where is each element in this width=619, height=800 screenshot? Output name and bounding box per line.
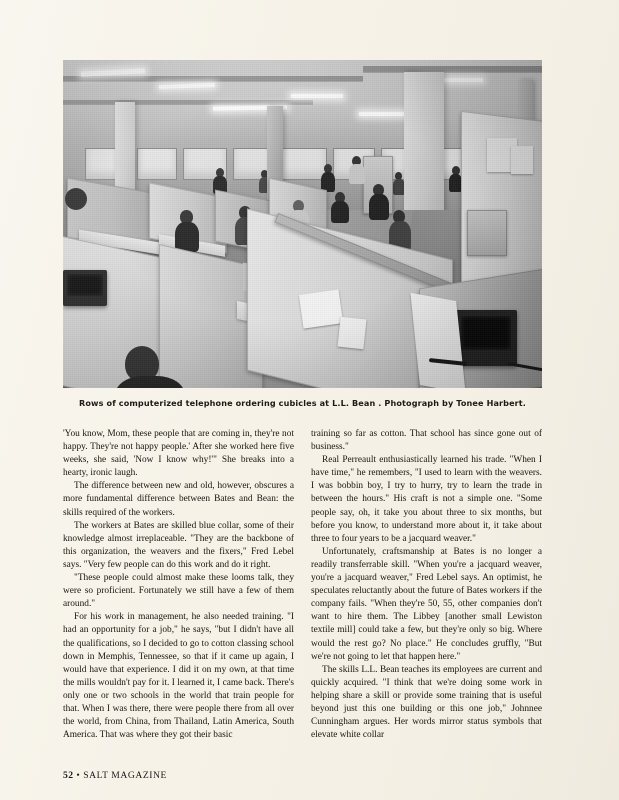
paper-document	[338, 317, 367, 350]
ceiling-beam	[63, 76, 363, 81]
ceiling-light-fixture	[359, 112, 407, 116]
computer-monitor	[63, 270, 107, 306]
paragraph: The skills L.L. Bean teaches its employees are current and quickly acquired. "I think that we're doing some work in helping share a skill or provide some training that is useful beyond just this one building or this one job," Johnnee Cunningham argues. Her words mirror status symbols that elevate white collar	[311, 664, 542, 741]
photograph-image	[63, 60, 542, 388]
paragraph: 'You know, Mom, these people that are coming in, they're not happy. They're not happy people.' After she worked here five weeks, she said, 'Now I know why!'" She breaks into a hearty, ironic laugh.	[63, 429, 294, 479]
paragraph: Real Perreault enthusiastically learned his trade. "When I have time," he remembers, "I used to learn with the weavers. I was bobbin boy, I try to hurry, try to learn the trade in between the hours." His craft is not a simple one. "Some people say, oh, it take you about three to six months, but before you know, to understand more about it, it take about three to four years to be a jacquard weaver."	[311, 455, 542, 544]
paragraph: The difference between new and old, however, obscures a more fundamental difference between Bates and Bean: the skills required of the workers.	[63, 481, 294, 518]
office-window	[137, 148, 177, 180]
article-photograph-block	[63, 60, 542, 388]
paper-document	[299, 289, 343, 328]
computer-monitor-foreground	[455, 310, 517, 366]
text-column-left	[63, 428, 294, 748]
paragraph: training so far as cotton. That school has since gone out of business."	[311, 429, 542, 453]
ceiling-light-fixture	[291, 94, 343, 98]
page-number: 52	[63, 770, 74, 781]
office-window	[281, 148, 327, 180]
text-column-right	[311, 428, 542, 748]
ceiling-beam	[63, 100, 313, 104]
paragraph: For his work in management, he also needed training. "I had an opportunity for a job," he says, "but I didn't have all the qualifications, so I decided to go to cotton classing school down in Memphis, Tennessee, so that if it came up again, I would have that experience. I did it on my own, at that time the mills wouldn't pay for it. I learned it, I came back. There's only one or two schools in the world that train people for that. When I was there, there were people there from all over the world, from China, from Thailand, Latin America, South America. That was where they got their basic	[63, 612, 294, 741]
paragraph: "These people could almost make these looms talk, they were so proficient. Fortunately we still have a few of them around."	[63, 573, 294, 610]
magazine-name: SALT MAGAZINE	[83, 770, 167, 781]
posted-notice	[511, 146, 533, 174]
article-body	[63, 428, 542, 748]
paragraph: The workers at Bates are skilled blue collar, some of their knowledge almost irreplaceable. "They are the backbone of this organization, the weavers and the fixers," Fred Lebel says. "Very few people can do this work and do it right.	[63, 520, 294, 570]
page-footer	[63, 770, 167, 781]
paragraph: Unfortunately, craftsmanship at Bates is no longer a readily transferrable skill. "When you're a jacquard weaver, you're a jacquard weaver," Fred Lebel says. An optimist, he speculates reluctantly about the future of Bates workers if the company fails. "When they're 50, 55, other companies don't want to hire them. The Libbey [another small Lewiston textile mill] could take a few, but they're only so big. Where would the rest go? No place." He concludes gruffly, "But we're not going to let that happen here."	[311, 546, 542, 662]
file-cabinet	[467, 210, 507, 256]
footer-bullet: •	[76, 770, 81, 781]
ceiling-beam	[363, 66, 542, 72]
photo-caption: Rows of computerized telephone ordering cubicles at L.L. Bean . Photograph by Tonee Harbert.	[79, 398, 526, 408]
